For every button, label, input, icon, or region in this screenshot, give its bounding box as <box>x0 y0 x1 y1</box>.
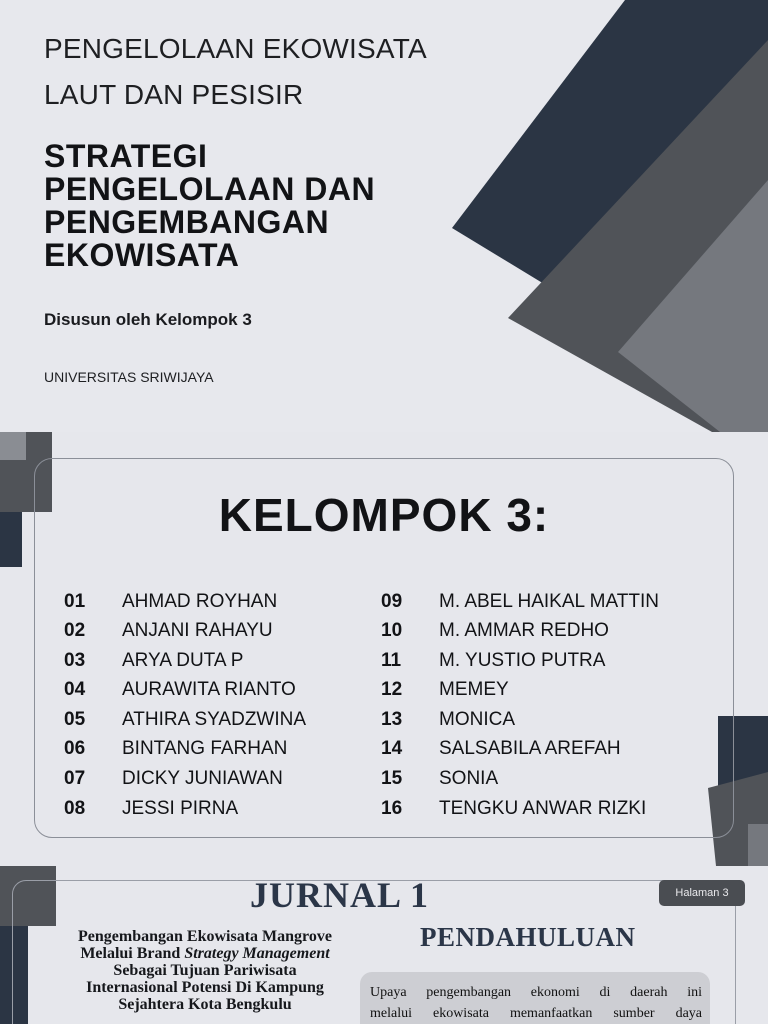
member-name: SALSABILA AREFAH <box>439 737 621 759</box>
member-name: M. ABEL HAIKAL MATTIN <box>439 590 659 612</box>
member-row <box>381 675 509 704</box>
title-line-3: PENGEMBANGAN <box>44 204 330 240</box>
member-number: 06 <box>64 737 86 759</box>
member-number: 15 <box>381 767 403 789</box>
member-name: AURAWITA RIANTO <box>122 678 296 700</box>
member-name: MEMEY <box>439 678 509 700</box>
abstract-line-2: melalui ekowisata memanfaatkan sumber daya <box>370 1006 702 1021</box>
member-row <box>64 587 277 616</box>
course-title <box>44 26 427 118</box>
member-row <box>64 675 296 704</box>
member-number: 12 <box>381 678 403 700</box>
member-name: DICKY JUNIAWAN <box>122 767 283 789</box>
page-badge: Halaman 3 <box>659 880 745 906</box>
journal-title-line-2-plain: Melalui Brand <box>80 945 185 962</box>
member-number: 01 <box>64 590 86 612</box>
member-number: 09 <box>381 590 403 612</box>
members-heading: KELOMPOK 3: <box>218 489 550 541</box>
abstract-text <box>370 982 702 1024</box>
author-line: Disusun oleh Kelompok 3 <box>44 310 252 329</box>
member-number: 02 <box>64 619 86 641</box>
bottom-right-square-light <box>748 824 768 866</box>
member-name: ANJANI RAHAYU <box>122 619 273 641</box>
member-name: M. YUSTIO PUTRA <box>439 649 606 671</box>
member-number: 04 <box>64 678 86 700</box>
member-number: 08 <box>64 797 86 819</box>
university-name: UNIVERSITAS SRIWIJAYA <box>44 369 214 385</box>
top-left-square-light <box>0 432 26 460</box>
journal-title-line-4: Internasional Potensi Di Kampung <box>86 979 324 996</box>
member-row <box>381 587 659 616</box>
member-number: 10 <box>381 619 403 641</box>
journal-heading: JURNAL 1 <box>250 875 430 915</box>
member-row <box>381 764 498 793</box>
member-name: SONIA <box>439 767 499 789</box>
member-number: 14 <box>381 737 403 759</box>
course-line-2: LAUT DAN PESISIR <box>44 79 304 110</box>
member-row <box>381 646 605 675</box>
slide-journal <box>0 866 768 1024</box>
member-name: JESSI PIRNA <box>122 797 239 819</box>
member-number: 03 <box>64 649 86 671</box>
member-number: 05 <box>64 708 86 730</box>
member-row <box>381 794 646 823</box>
journal-title-line-2-italic: Strategy Management <box>184 945 330 962</box>
slide-cover <box>0 0 768 432</box>
title-line-2: PENGELOLAAN DAN <box>44 171 376 207</box>
member-row <box>64 705 306 734</box>
course-line-1: PENGELOLAAN EKOWISATA <box>44 33 427 64</box>
journal-title-line-2 <box>40 945 370 962</box>
member-row <box>64 794 238 823</box>
journal-title-line-1: Pengembangan Ekowisata Mangrove <box>78 928 332 945</box>
journal-title-line-3: Sebagai Tujuan Pariwisata <box>113 962 297 979</box>
member-row <box>381 616 609 645</box>
member-number: 07 <box>64 767 86 789</box>
member-name: ARYA DUTA P <box>122 649 244 671</box>
section-heading: PENDAHULUAN <box>420 922 636 952</box>
title-line-1: STRATEGI <box>44 138 208 174</box>
member-name: MONICA <box>439 708 515 730</box>
member-row <box>64 616 273 645</box>
member-number: 16 <box>381 797 403 819</box>
member-row <box>64 646 243 675</box>
member-name: ATHIRA SYADZWINA <box>122 708 307 730</box>
member-number: 11 <box>381 649 402 671</box>
abstract-line-1: Upaya pengembangan ekonomi di daerah ini <box>370 985 702 1000</box>
title-line-4: EKOWISATA <box>44 237 240 273</box>
member-name: BINTANG FARHAN <box>122 737 288 759</box>
member-row <box>381 734 621 763</box>
member-row <box>64 764 283 793</box>
member-row <box>381 705 515 734</box>
journal-title <box>40 928 370 1013</box>
member-name: M. AMMAR REDHO <box>439 619 609 641</box>
member-row <box>64 734 287 763</box>
member-name: TENGKU ANWAR RIZKI <box>439 797 647 819</box>
slide-members <box>0 432 768 866</box>
member-number: 13 <box>381 708 403 730</box>
presentation-title <box>44 140 464 272</box>
member-name: AHMAD ROYHAN <box>122 590 278 612</box>
journal-title-line-5: Sejahtera Kota Bengkulu <box>118 996 292 1013</box>
